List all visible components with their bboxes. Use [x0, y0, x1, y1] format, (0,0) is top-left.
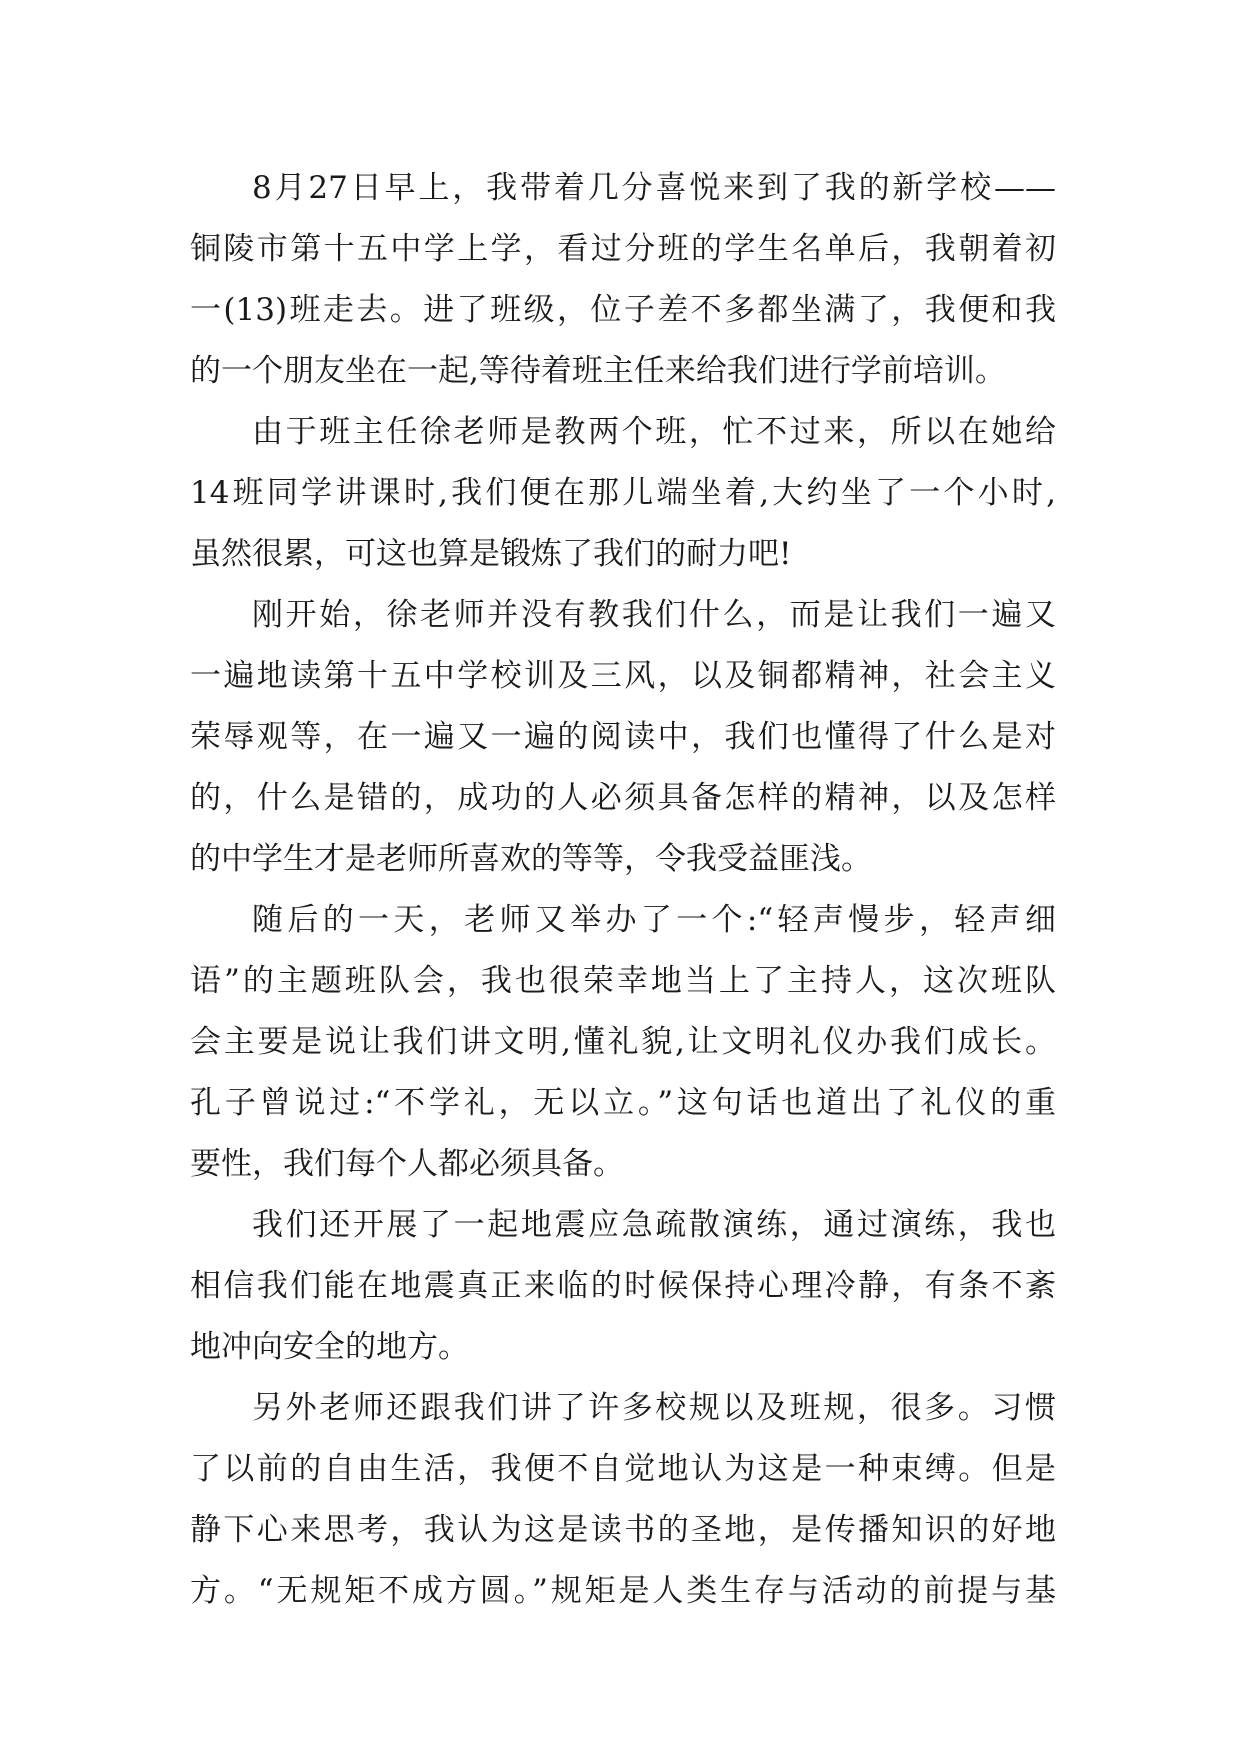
text-line: 相信我们能在地震真正来临的时候保持心理冷静，有条不紊 — [190, 1268, 1056, 1304]
text-line: 静下心来思考，我认为这是读书的圣地，是传播知识的好地 — [190, 1512, 1056, 1548]
text-line: 的，什么是错的，成功的人必须具备怎样的精神，以及怎样 — [190, 780, 1056, 816]
text-line: 14班同学讲课时,我们便在那儿端坐着,大约坐了一个小时, — [190, 475, 1056, 511]
text-line: 一遍地读第十五中学校训及三风，以及铜都精神，社会主义 — [190, 658, 1056, 694]
text-line: 的一个朋友坐在一起,等待着班主任来给我们进行学前培训。 — [190, 353, 1006, 389]
text-line: 会主要是说让我们讲文明,懂礼貌,让文明礼仪办我们成长。 — [190, 1024, 1056, 1060]
text-line: 另外老师还跟我们讲了许多校规以及班规，很多。习惯 — [252, 1390, 1056, 1426]
text-line: 语”的主题班队会，我也很荣幸地当上了主持人，这次班队 — [190, 963, 1056, 999]
text-line: 孔子曾说过:“不学礼，无以立。”这句话也道出了礼仪的重 — [190, 1085, 1056, 1121]
text-line: 一(13)班走去。进了班级，位子差不多都坐满了，我便和我 — [190, 292, 1056, 328]
text-line: 荣辱观等，在一遍又一遍的阅读中，我们也懂得了什么是对 — [190, 719, 1056, 755]
text-line: 地冲向安全的地方。 — [190, 1329, 469, 1365]
text-line: 方。“无规矩不成方圆。”规矩是人类生存与活动的前提与基 — [190, 1573, 1056, 1609]
text-line: 铜陵市第十五中学上学，看过分班的学生名单后，我朝着初 — [190, 231, 1056, 267]
text-line: 的中学生才是老师所喜欢的等等，令我受益匪浅。 — [190, 841, 872, 877]
text-line: 虽然很累，可这也算是锻炼了我们的耐力吧! — [190, 536, 792, 572]
body-text — [190, 158, 1056, 1622]
text-line: 我们还开展了一起地震应急疏散演练，通过演练，我也 — [252, 1207, 1056, 1243]
text-line: 8月27日早上，我带着几分喜悦来到了我的新学校—— — [252, 170, 1056, 206]
text-line: 随后的一天，老师又举办了一个:“轻声慢步，轻声细 — [252, 902, 1056, 938]
text-line: 刚开始，徐老师并没有教我们什么，而是让我们一遍又 — [252, 597, 1056, 633]
text-line: 由于班主任徐老师是教两个班，忙不过来，所以在她给 — [252, 414, 1056, 450]
text-line: 了以前的自由生活，我便不自觉地认为这是一种束缚。但是 — [190, 1451, 1056, 1487]
text-line: 要性，我们每个人都必须具备。 — [190, 1146, 624, 1182]
